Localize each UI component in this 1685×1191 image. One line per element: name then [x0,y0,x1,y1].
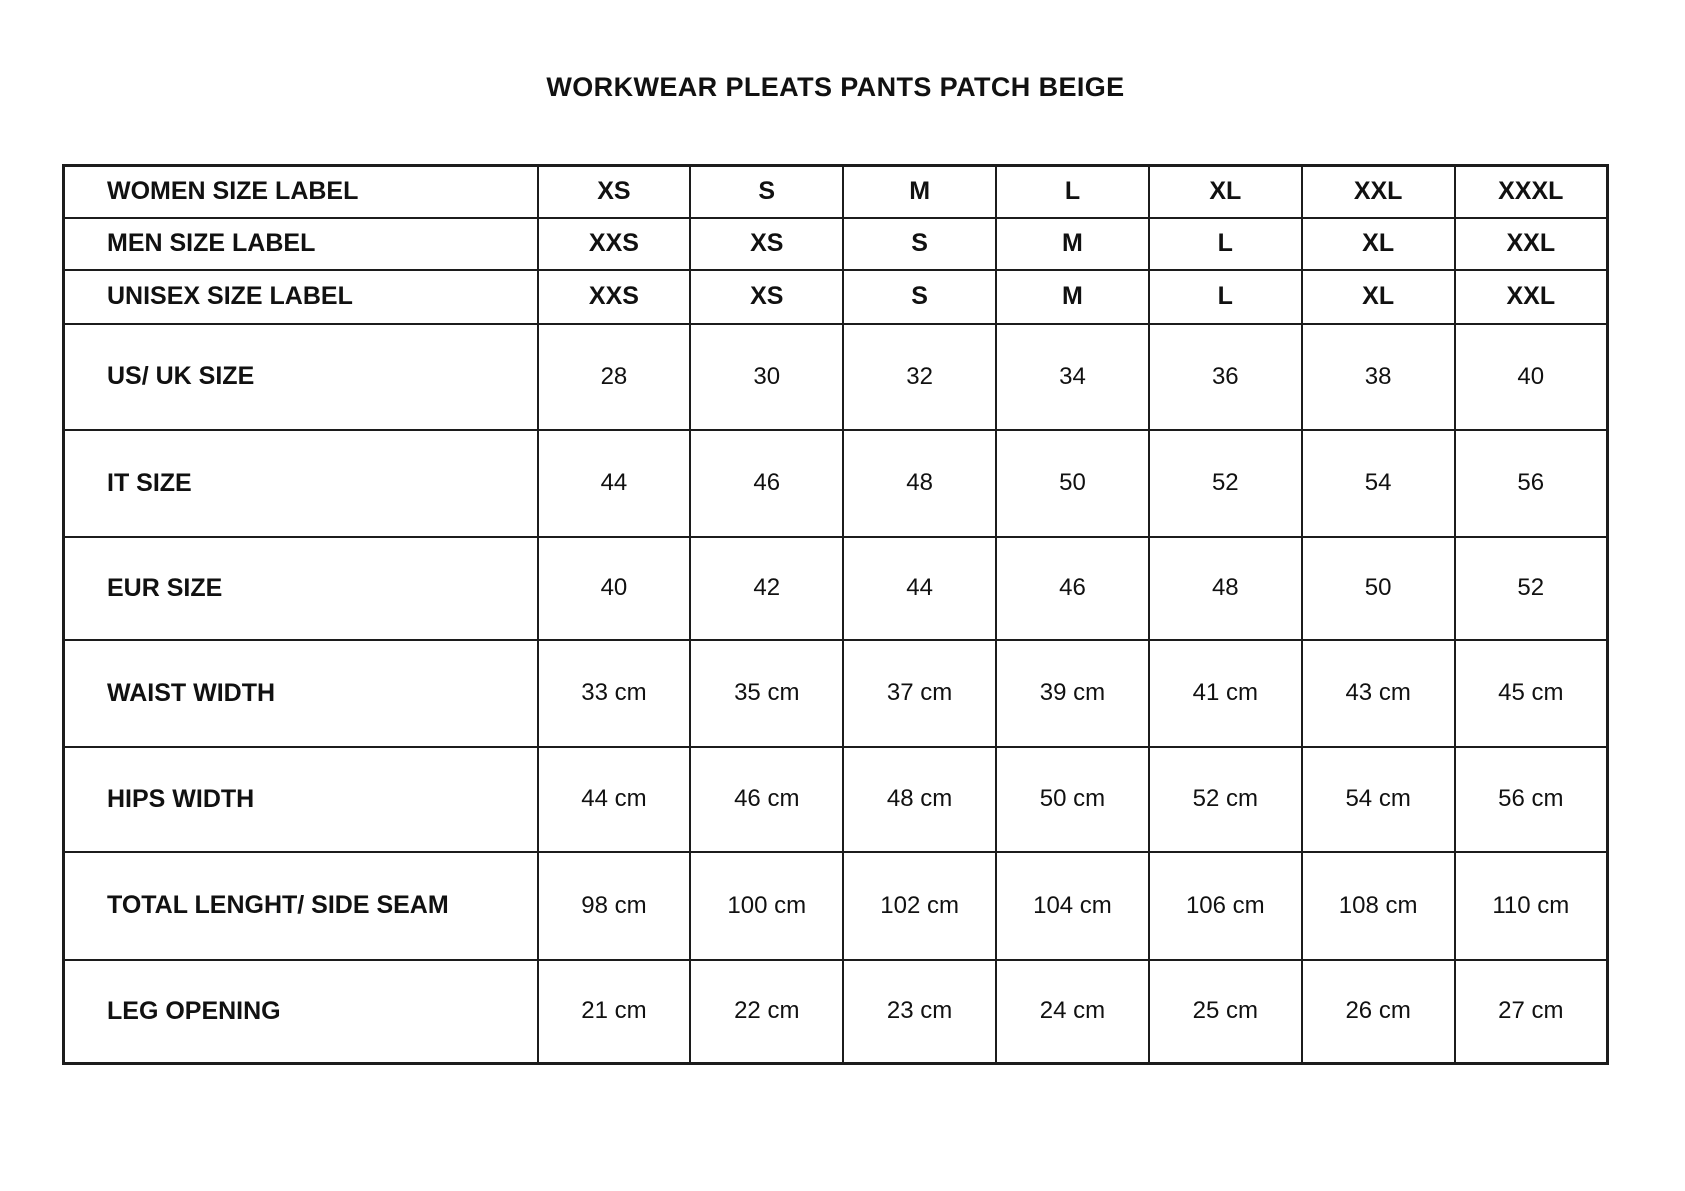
size-value-cell: 46 [690,430,843,537]
size-value-cell: 50 [1302,537,1455,640]
row-men-size-label [64,218,1608,270]
size-value-cell: XXXL [1455,166,1608,218]
size-value-cell: M [843,166,996,218]
size-value-cell: L [1149,218,1302,270]
size-value-cell: XS [538,166,691,218]
measurement-cell: 52 cm [1149,747,1302,852]
size-value-cell: 50 [996,430,1149,537]
measurement-cell: 48 cm [843,747,996,852]
measurement-cell: 26 cm [1302,960,1455,1064]
size-value-cell: M [996,270,1149,324]
size-value-cell: XXS [538,218,691,270]
size-value-cell: M [996,218,1149,270]
measurement-cell: 24 cm [996,960,1149,1064]
row-eur-size [64,537,1608,640]
row-label-total-length-side-seam: TOTAL LENGHT/ SIDE SEAM [64,852,538,960]
measurement-cell: 25 cm [1149,960,1302,1064]
row-label-unisex-size: UNISEX SIZE LABEL [64,270,538,324]
row-label-us-uk-size: US/ UK SIZE [64,324,538,430]
measurement-cell: 39 cm [996,640,1149,747]
row-hips-width [64,747,1608,852]
measurement-cell: 21 cm [538,960,691,1064]
measurement-cell: 41 cm [1149,640,1302,747]
measurement-cell: 43 cm [1302,640,1455,747]
size-value-cell: 56 [1455,430,1608,537]
measurement-cell: 108 cm [1302,852,1455,960]
measurement-cell: 54 cm [1302,747,1455,852]
measurement-cell: 102 cm [843,852,996,960]
measurement-cell: 104 cm [996,852,1149,960]
size-value-cell: L [1149,270,1302,324]
measurement-cell: 100 cm [690,852,843,960]
row-waist-width [64,640,1608,747]
size-value-cell: 30 [690,324,843,430]
measurement-cell: 45 cm [1455,640,1608,747]
row-label-men-size: MEN SIZE LABEL [64,218,538,270]
row-leg-opening [64,960,1608,1064]
size-value-cell: 40 [538,537,691,640]
measurement-cell: 110 cm [1455,852,1608,960]
row-unisex-size-label [64,270,1608,324]
measurement-cell: 27 cm [1455,960,1608,1064]
size-value-cell: S [843,218,996,270]
size-value-cell: 52 [1149,430,1302,537]
size-value-cell: XXL [1302,166,1455,218]
size-value-cell: 48 [843,430,996,537]
row-us-uk-size [64,324,1608,430]
size-value-cell: 52 [1455,537,1608,640]
row-label-women-size: WOMEN SIZE LABEL [64,166,538,218]
size-value-cell: 40 [1455,324,1608,430]
size-value-cell: 48 [1149,537,1302,640]
size-value-cell: 44 [538,430,691,537]
size-value-cell: 46 [996,537,1149,640]
size-value-cell: S [690,166,843,218]
row-label-eur-size: EUR SIZE [64,537,538,640]
size-value-cell: 32 [843,324,996,430]
size-chart-table [62,164,1609,1065]
size-value-cell: XS [690,270,843,324]
size-value-cell: XS [690,218,843,270]
measurement-cell: 33 cm [538,640,691,747]
measurement-cell: 50 cm [996,747,1149,852]
measurement-cell: 37 cm [843,640,996,747]
measurement-cell: 56 cm [1455,747,1608,852]
row-total-length-side-seam [64,852,1608,960]
size-value-cell: XXL [1455,270,1608,324]
row-label-leg-opening: LEG OPENING [64,960,538,1064]
size-value-cell: 54 [1302,430,1455,537]
measurement-cell: 44 cm [538,747,691,852]
measurement-cell: 22 cm [690,960,843,1064]
page-title: WORKWEAR PLEATS PANTS PATCH BEIGE [546,72,1125,102]
size-value-cell: XL [1149,166,1302,218]
row-label-it-size: IT SIZE [64,430,538,537]
measurement-cell: 35 cm [690,640,843,747]
size-value-cell: S [843,270,996,324]
size-value-cell: 28 [538,324,691,430]
size-value-cell: 44 [843,537,996,640]
measurement-cell: 46 cm [690,747,843,852]
row-it-size [64,430,1608,537]
size-value-cell: XXS [538,270,691,324]
size-value-cell: L [996,166,1149,218]
measurement-cell: 23 cm [843,960,996,1064]
size-value-cell: 42 [690,537,843,640]
measurement-cell: 106 cm [1149,852,1302,960]
size-value-cell: 36 [1149,324,1302,430]
size-value-cell: XXL [1455,218,1608,270]
measurement-cell: 98 cm [538,852,691,960]
row-label-hips-width: HIPS WIDTH [64,747,538,852]
size-value-cell: XL [1302,218,1455,270]
row-label-waist-width: WAIST WIDTH [64,640,538,747]
row-women-size-label [64,166,1608,218]
size-value-cell: 38 [1302,324,1455,430]
size-value-cell: XL [1302,270,1455,324]
size-value-cell: 34 [996,324,1149,430]
